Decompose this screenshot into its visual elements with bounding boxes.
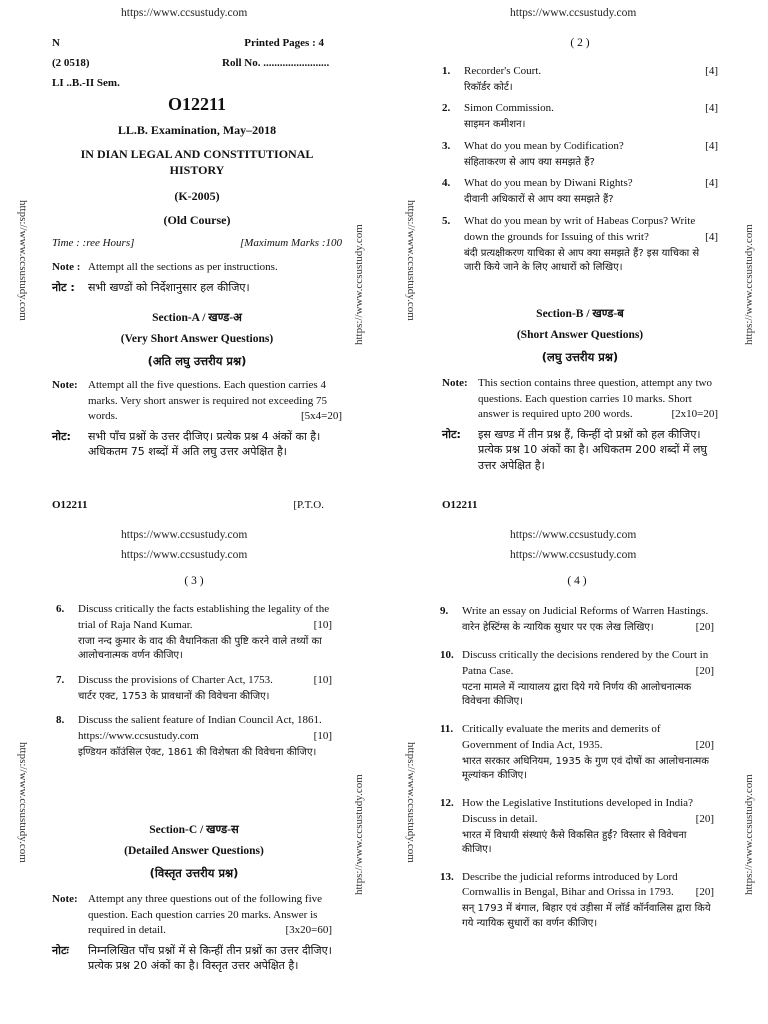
question-item bbox=[442, 214, 718, 276]
page-2 bbox=[442, 36, 718, 516]
question-body bbox=[78, 713, 332, 760]
question-number: 10. bbox=[440, 648, 454, 661]
page-1 bbox=[52, 36, 342, 516]
question-item bbox=[440, 648, 714, 710]
question-text: Write an essay on Judicial Reforms of Warren Hastings. bbox=[462, 605, 709, 617]
question-text: How the Legislative Institutions developed in India? Discuss in detail. bbox=[462, 796, 693, 825]
question-marks: [20] bbox=[695, 620, 714, 633]
question-text-hindi: साइमन कमीशन। bbox=[464, 119, 526, 131]
question-text: What do you mean by Diwani Rights? bbox=[464, 177, 633, 190]
section-b-heading: Section-B / खण्ड-ब bbox=[536, 308, 624, 320]
mid-url-left-1: https://www.ccsustudy.com bbox=[121, 529, 248, 541]
question-text-hindi: रिकॉर्डर कोर्ट। bbox=[464, 81, 513, 93]
section-c-note-hi: निम्नलिखित पाँच प्रश्नों में से किन्हीं तीन प्रश्नों का उत्तर दीजिए। प्रत्येक प्रश्न 20 अंकों का है। विस्तृत उत्तर अपेक्षित है। bbox=[88, 943, 332, 973]
question-text-hindi: पटना मामले में न्यायालय द्वारा दिये गये निर्णय की आलोचनात्मक विवेचना कीजिए। bbox=[462, 681, 692, 708]
exam-name: LL.B. Examination, May–2018 bbox=[117, 123, 277, 137]
question-marks: [10] bbox=[313, 618, 332, 631]
question-number: 4. bbox=[442, 177, 451, 190]
question-body bbox=[464, 139, 718, 170]
paper-title: IN DIAN LEGAL AND CONSTITUTIONAL HISTORY bbox=[80, 147, 314, 178]
note-text: Attempt all the sections as per instructions. bbox=[88, 261, 278, 273]
question-number: 7. bbox=[56, 673, 65, 686]
code-number: (2 0518) bbox=[52, 57, 90, 69]
section-c-subheading: (Detailed Answer Questions) bbox=[124, 844, 264, 857]
time-allowed: Time : :ree Hours] bbox=[52, 237, 135, 249]
page-number-2: ( 2 ) bbox=[570, 37, 590, 49]
question-marks: [4] bbox=[705, 65, 718, 77]
question-text-hindi: सन् 1793 में बंगाल, बिहार एवं उड़ीसा में लॉर्ड कॉर्नवालिस द्वारा किये गये न्यायिक सुधारों का वर्णन कीजिए। bbox=[462, 903, 711, 929]
question-text: Critically evaluate the merits and demerits of Government of India Act, 1935. bbox=[462, 722, 661, 751]
question-body bbox=[464, 101, 718, 132]
question-text-hindi: राजा नन्द कुमार के वाद की वैधानिकता की पुष्टि करने वाले तथ्यों का आलोचनात्मक वर्णन कीजिए। bbox=[78, 635, 322, 662]
side-url-p3-left: https://www.ccsustudy.com bbox=[17, 742, 29, 863]
question-text-hindi: वारेन हेस्टिंग्स के न्यायिक सुधार पर एक लेख लिखिए। bbox=[462, 621, 654, 633]
side-url-p1-right: https://www.ccsustudy.com bbox=[353, 224, 365, 345]
question-number: 8. bbox=[56, 714, 65, 727]
question-marks: [20] bbox=[695, 886, 714, 899]
question-text: What do you mean by Codification? bbox=[464, 139, 624, 152]
section-a-note-marks: [5x4=20] bbox=[300, 410, 342, 423]
question-text: Discuss critically the facts establishing the legality of the trial of Raja Nand Kumar. bbox=[78, 603, 330, 631]
course-label: LI ..B.-II Sem. bbox=[52, 77, 120, 89]
question-number: 13. bbox=[440, 870, 454, 883]
question-item bbox=[442, 139, 718, 170]
question-marks: [10] bbox=[313, 673, 332, 686]
section-a-note-hi: सभी पाँच प्रश्नों के उत्तर दीजिए। प्रत्येक प्रश्न 4 अंकों का है। अधिकतम 75 शब्दों में अति लघु उत्तर अपेक्षित है। bbox=[88, 429, 321, 459]
question-text-hindi: भारत सरकार अधिनियम, 1935 के गुण एवं दोषों का आलोचनात्मक मूल्यांकन कीजिए। bbox=[462, 755, 709, 782]
question-body bbox=[462, 722, 714, 784]
pto: [P.T.O. bbox=[293, 499, 324, 511]
question-number: 11. bbox=[440, 722, 454, 735]
note-hi-label: नोट : bbox=[52, 280, 75, 294]
question-item bbox=[440, 796, 714, 858]
question-number: 2. bbox=[442, 102, 451, 115]
footer-code-p1: O12211 bbox=[52, 499, 88, 511]
question-marks: [10] bbox=[313, 730, 332, 743]
section-b-note-label: Note: bbox=[442, 377, 468, 389]
section-c-note-hi-label: नोटः bbox=[52, 943, 69, 957]
section-b-note: This section contains three question, attempt any two questions. Each question carries 10 marks. Short answer is required upto 200 words. bbox=[478, 377, 713, 421]
section-a-note: Attempt all the five questions. Each question carries 4 marks. Very short answer is required not exceeding 75 words. bbox=[88, 379, 327, 423]
section-c-note: Attempt any three questions out of the following five question. Each question carries 20 marks. Answer is required in detail. bbox=[88, 893, 323, 937]
note-label: Note : bbox=[52, 261, 81, 273]
question-text: Describe the judicial reforms introduced by Lord Cornwallis in Bengal, Bihar and Orissa in 1793. bbox=[462, 870, 678, 899]
section-a-note-label: Note: bbox=[52, 379, 78, 391]
question-number: 5. bbox=[442, 214, 451, 227]
question-body bbox=[462, 870, 714, 932]
question-text: Discuss the provisions of Charter Act, 1753. bbox=[78, 673, 273, 686]
question-number: 12. bbox=[440, 796, 454, 809]
mid-url-right-2: https://www.ccsustudy.com bbox=[510, 549, 637, 561]
question-list-p3 bbox=[56, 602, 332, 770]
page-3 bbox=[52, 574, 332, 1014]
section-c-heading: Section-C / खण्ड-स bbox=[149, 824, 239, 836]
question-number: 3. bbox=[442, 139, 451, 152]
question-item bbox=[56, 713, 332, 760]
question-text-hindi: इण्डियन कॉउंसिल ऐक्ट, 1861 की विशेषता की विवेचना कीजिए। bbox=[78, 747, 317, 759]
question-number: 9. bbox=[440, 605, 449, 617]
question-item bbox=[440, 870, 714, 932]
question-item bbox=[440, 722, 714, 784]
roll-number: Roll No. ........................ bbox=[222, 57, 330, 69]
page-number-3: ( 3 ) bbox=[184, 575, 204, 587]
max-marks: [Maximum Marks :100 bbox=[239, 237, 342, 249]
side-url-p3-right: https://www.ccsustudy.com bbox=[353, 774, 365, 895]
question-body bbox=[464, 64, 718, 95]
page-4 bbox=[440, 574, 714, 1014]
question-marks: [20] bbox=[695, 738, 714, 751]
side-url-p2-left: https://www.ccsustudy.com bbox=[405, 200, 417, 321]
question-text: Recorder's Court. bbox=[464, 65, 542, 77]
footer-code-p2: O12211 bbox=[442, 499, 478, 511]
question-text: What do you mean by writ of Habeas Corpus? Write down the grounds for Issuing of this writ? bbox=[464, 214, 696, 243]
scheme: (K-2005) bbox=[174, 189, 220, 203]
question-marks: [20] bbox=[695, 812, 714, 825]
section-b-subheading: (Short Answer Questions) bbox=[516, 328, 644, 341]
question-list-p4 bbox=[440, 604, 714, 943]
question-marks: [4] bbox=[705, 139, 718, 152]
question-text-hindi: चार्टर एक्ट, 1753 के प्रावधानों की विवेचना कीजिए। bbox=[78, 690, 270, 702]
question-item bbox=[56, 602, 332, 664]
question-body bbox=[464, 176, 718, 207]
mid-url-left-2: https://www.ccsustudy.com bbox=[121, 549, 248, 561]
question-text: Discuss critically the decisions rendered by the Court in Patna Case. bbox=[462, 648, 709, 677]
question-marks: [20] bbox=[695, 664, 714, 677]
question-text-hindi: भारत में विधायी संस्थाएं कैसे विकसित हुईं? विस्तार से विवेचना कीजिए। bbox=[462, 829, 687, 855]
header-url-left: https://www.ccsustudy.com bbox=[121, 7, 248, 19]
question-marks: [4] bbox=[705, 102, 718, 115]
section-a-subheading-hi: (अति लघु उत्तरीय प्रश्न) bbox=[147, 353, 247, 368]
question-item bbox=[442, 64, 718, 95]
question-body bbox=[462, 796, 714, 858]
page-number-4: ( 4 ) bbox=[567, 575, 587, 587]
question-item bbox=[440, 604, 714, 636]
printed-pages: Printed Pages : 4 bbox=[244, 37, 324, 49]
section-a-subheading: (Very Short Answer Questions) bbox=[120, 332, 274, 345]
question-body bbox=[462, 604, 714, 636]
question-text: Simon Commission. bbox=[464, 102, 554, 115]
question-item bbox=[442, 101, 718, 132]
mid-url-right-1: https://www.ccsustudy.com bbox=[510, 529, 637, 541]
side-url-p1-left: https://www.ccsustudy.com bbox=[17, 200, 29, 321]
section-c-note-label: Note: bbox=[52, 893, 78, 905]
note-hi-text: सभी खण्डों को निर्देशानुसार हल कीजिए। bbox=[88, 280, 250, 294]
old-course: (Old Course) bbox=[163, 213, 231, 227]
section-b-subheading-hi: (लघु उत्तरीय प्रश्न) bbox=[541, 349, 619, 364]
question-number: 6. bbox=[56, 603, 65, 615]
question-marks: [4] bbox=[705, 177, 718, 190]
header-url-right: https://www.ccsustudy.com bbox=[510, 7, 637, 19]
side-url-p2-right: https://www.ccsustudy.com bbox=[743, 224, 755, 345]
question-marks: [4] bbox=[705, 230, 718, 243]
question-body bbox=[78, 602, 332, 664]
question-number: 1. bbox=[442, 65, 451, 77]
side-url-p4-right: https://www.ccsustudy.com bbox=[743, 774, 755, 895]
section-b-note-hi: इस खण्ड में तीन प्रश्न हैं, किन्हीं दो प्रश्नों को हल कीजिए। प्रत्येक प्रश्न 10 अंकों का है। अधिकतम 200 शब्दों में लघु उत्तर अपेक्षित है। bbox=[478, 427, 707, 473]
side-url-p4-left: https://www.ccsustudy.com bbox=[405, 742, 417, 863]
question-list-p2 bbox=[442, 64, 718, 282]
paper-code: O12211 bbox=[167, 94, 226, 114]
section-c-note-marks: [3x20=60] bbox=[285, 924, 332, 937]
question-text: Discuss the salient feature of Indian Council Act, 1861. https://www.ccsustudy.com bbox=[78, 714, 322, 743]
question-text-hindi: संहिताकरण से आप क्या समझते हैं? bbox=[464, 156, 595, 168]
question-body bbox=[78, 673, 332, 704]
section-b-note-marks: [2x10=20] bbox=[671, 408, 718, 421]
section-b-note-hi-label: नोट: bbox=[442, 427, 461, 441]
question-text-hindi: दीवानी अधिकारों से आप क्या समझते हैं? bbox=[464, 194, 614, 206]
question-text-hindi: बंदी प्रत्यक्षीकरण याचिका से आप क्या समझते हैं? इस याचिका से जारी किये जाने के लिए आधारों को लिखिए। bbox=[464, 247, 700, 274]
question-body bbox=[464, 214, 718, 276]
question-item bbox=[56, 673, 332, 704]
question-item bbox=[442, 176, 718, 207]
code-letter: N bbox=[52, 37, 60, 49]
section-c-subheading-hi: (विस्तृत उत्तरीय प्रश्न) bbox=[149, 865, 239, 880]
section-a-note-hi-label: नोट: bbox=[52, 429, 71, 443]
section-a-heading: Section-A / खण्ड-अ bbox=[152, 312, 242, 324]
question-body bbox=[462, 648, 714, 710]
